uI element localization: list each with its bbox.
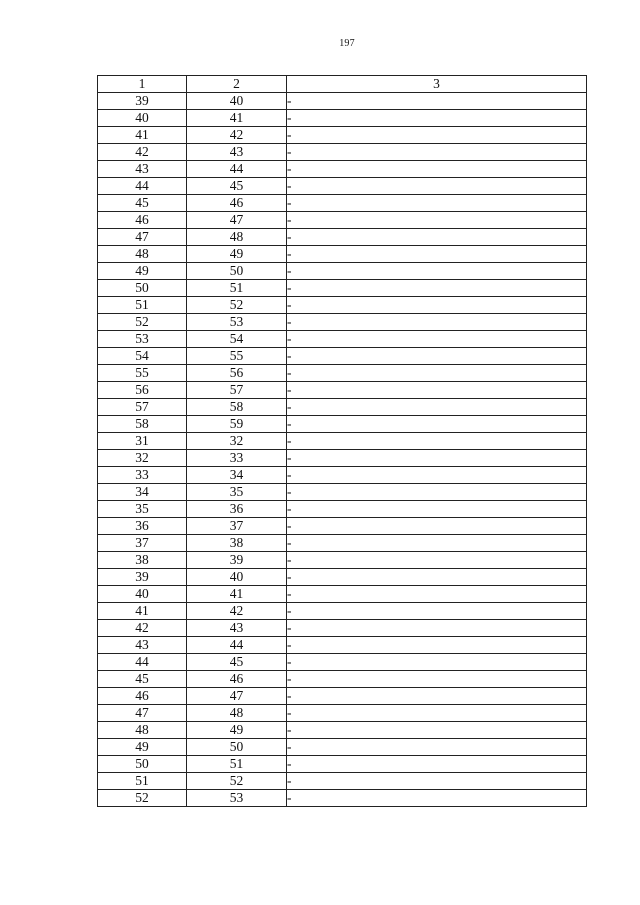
cell-col-2: 52 [187, 297, 287, 314]
cell-col-2: 47 [187, 212, 287, 229]
cell-col-3: - [287, 382, 587, 399]
table-row [98, 569, 587, 586]
cell-col-1: 42 [98, 620, 187, 637]
table-row [98, 722, 587, 739]
cell-col-2: 56 [187, 365, 287, 382]
cell-col-2: 44 [187, 637, 287, 654]
cell-col-1: 44 [98, 654, 187, 671]
table-row [98, 365, 587, 382]
cell-col-1: 40 [98, 586, 187, 603]
cell-col-1: 53 [98, 331, 187, 348]
cell-col-2: 42 [187, 603, 287, 620]
cell-col-1: 41 [98, 127, 187, 144]
table-row [98, 144, 587, 161]
table-row [98, 756, 587, 773]
cell-col-1: 37 [98, 535, 187, 552]
table-row [98, 127, 587, 144]
table-row [98, 671, 587, 688]
cell-col-3: - [287, 212, 587, 229]
cell-col-3: - [287, 280, 587, 297]
cell-col-1: 39 [98, 569, 187, 586]
cell-col-1: 43 [98, 637, 187, 654]
cell-col-1: 47 [98, 229, 187, 246]
cell-col-2: 51 [187, 756, 287, 773]
cell-col-1: 32 [98, 450, 187, 467]
table-row [98, 552, 587, 569]
cell-col-3: - [287, 161, 587, 178]
cell-col-1: 54 [98, 348, 187, 365]
column-header-3: 3 [287, 76, 587, 93]
cell-col-2: 32 [187, 433, 287, 450]
cell-col-2: 52 [187, 773, 287, 790]
table-row [98, 263, 587, 280]
cell-col-2: 40 [187, 569, 287, 586]
cell-col-3: - [287, 722, 587, 739]
cell-col-1: 50 [98, 280, 187, 297]
table-row [98, 450, 587, 467]
table-row [98, 195, 587, 212]
cell-col-1: 39 [98, 93, 187, 110]
cell-col-3: - [287, 637, 587, 654]
cell-col-2: 50 [187, 739, 287, 756]
cell-col-1: 42 [98, 144, 187, 161]
cell-col-1: 40 [98, 110, 187, 127]
table-row [98, 620, 587, 637]
table-row [98, 501, 587, 518]
table-row [98, 603, 587, 620]
cell-col-2: 42 [187, 127, 287, 144]
table-row [98, 467, 587, 484]
cell-col-3: - [287, 416, 587, 433]
cell-col-3: - [287, 671, 587, 688]
table-row [98, 654, 587, 671]
cell-col-3: - [287, 433, 587, 450]
page-number: 197 [339, 38, 355, 49]
header-row [98, 76, 587, 93]
cell-col-3: - [287, 263, 587, 280]
table-row [98, 382, 587, 399]
cell-col-2: 57 [187, 382, 287, 399]
table-row [98, 297, 587, 314]
cell-col-2: 41 [187, 110, 287, 127]
table-row [98, 348, 587, 365]
cell-col-1: 51 [98, 297, 187, 314]
cell-col-1: 49 [98, 263, 187, 280]
cell-col-3: - [287, 569, 587, 586]
cell-col-1: 31 [98, 433, 187, 450]
column-header-2: 2 [187, 76, 287, 93]
cell-col-1: 48 [98, 722, 187, 739]
cell-col-2: 53 [187, 790, 287, 807]
cell-col-2: 39 [187, 552, 287, 569]
table-row [98, 705, 587, 722]
table-row [98, 212, 587, 229]
cell-col-3: - [287, 178, 587, 195]
cell-col-1: 41 [98, 603, 187, 620]
table-row [98, 331, 587, 348]
cell-col-1: 55 [98, 365, 187, 382]
cell-col-3: - [287, 535, 587, 552]
table-row [98, 280, 587, 297]
cell-col-3: - [287, 756, 587, 773]
table-row [98, 399, 587, 416]
cell-col-1: 47 [98, 705, 187, 722]
cell-col-2: 38 [187, 535, 287, 552]
cell-col-1: 50 [98, 756, 187, 773]
cell-col-3: - [287, 195, 587, 212]
cell-col-2: 49 [187, 246, 287, 263]
table-row [98, 178, 587, 195]
cell-col-3: - [287, 348, 587, 365]
cell-col-3: - [287, 501, 587, 518]
cell-col-1: 46 [98, 212, 187, 229]
table-row [98, 535, 587, 552]
table-body [98, 93, 587, 807]
cell-col-1: 46 [98, 688, 187, 705]
cell-col-3: - [287, 297, 587, 314]
cell-col-2: 36 [187, 501, 287, 518]
table-row [98, 688, 587, 705]
table-row [98, 110, 587, 127]
cell-col-1: 45 [98, 671, 187, 688]
cell-col-1: 56 [98, 382, 187, 399]
cell-col-3: - [287, 229, 587, 246]
table-row [98, 314, 587, 331]
cell-col-3: - [287, 620, 587, 637]
cell-col-3: - [287, 467, 587, 484]
cell-col-1: 33 [98, 467, 187, 484]
cell-col-3: - [287, 450, 587, 467]
cell-col-2: 34 [187, 467, 287, 484]
cell-col-2: 35 [187, 484, 287, 501]
cell-col-1: 45 [98, 195, 187, 212]
table-header [98, 76, 587, 93]
cell-col-2: 44 [187, 161, 287, 178]
table-row [98, 433, 587, 450]
cell-col-3: - [287, 93, 587, 110]
cell-col-3: - [287, 399, 587, 416]
cell-col-2: 50 [187, 263, 287, 280]
cell-col-2: 55 [187, 348, 287, 365]
cell-col-2: 47 [187, 688, 287, 705]
table-row [98, 518, 587, 535]
cell-col-3: - [287, 484, 587, 501]
cell-col-2: 58 [187, 399, 287, 416]
cell-col-3: - [287, 705, 587, 722]
table-row [98, 637, 587, 654]
table-row [98, 739, 587, 756]
cell-col-3: - [287, 552, 587, 569]
cell-col-2: 51 [187, 280, 287, 297]
cell-col-2: 48 [187, 229, 287, 246]
cell-col-1: 48 [98, 246, 187, 263]
cell-col-1: 44 [98, 178, 187, 195]
cell-col-3: - [287, 603, 587, 620]
cell-col-2: 45 [187, 178, 287, 195]
cell-col-2: 43 [187, 620, 287, 637]
cell-col-2: 53 [187, 314, 287, 331]
cell-col-2: 49 [187, 722, 287, 739]
table-row [98, 790, 587, 807]
cell-col-3: - [287, 790, 587, 807]
cell-col-3: - [287, 127, 587, 144]
column-header-1: 1 [98, 76, 187, 93]
cell-col-2: 43 [187, 144, 287, 161]
cell-col-1: 36 [98, 518, 187, 535]
cell-col-2: 37 [187, 518, 287, 535]
cell-col-1: 57 [98, 399, 187, 416]
cell-col-1: 43 [98, 161, 187, 178]
cell-col-1: 58 [98, 416, 187, 433]
cell-col-3: - [287, 518, 587, 535]
cell-col-1: 35 [98, 501, 187, 518]
cell-col-3: - [287, 586, 587, 603]
cell-col-3: - [287, 773, 587, 790]
table-row [98, 586, 587, 603]
table-row [98, 246, 587, 263]
cell-col-1: 49 [98, 739, 187, 756]
table-row [98, 229, 587, 246]
cell-col-1: 52 [98, 790, 187, 807]
table-row [98, 93, 587, 110]
cell-col-2: 59 [187, 416, 287, 433]
cell-col-3: - [287, 246, 587, 263]
cell-col-3: - [287, 688, 587, 705]
cell-col-2: 48 [187, 705, 287, 722]
cell-col-3: - [287, 314, 587, 331]
cell-col-1: 51 [98, 773, 187, 790]
cell-col-2: 46 [187, 195, 287, 212]
cell-col-3: - [287, 654, 587, 671]
cell-col-3: - [287, 739, 587, 756]
cell-col-3: - [287, 144, 587, 161]
cell-col-3: - [287, 365, 587, 382]
cell-col-3: - [287, 331, 587, 348]
cell-col-2: 33 [187, 450, 287, 467]
table-row [98, 773, 587, 790]
cell-col-1: 52 [98, 314, 187, 331]
table-row [98, 161, 587, 178]
cell-col-2: 40 [187, 93, 287, 110]
table-row [98, 416, 587, 433]
cell-col-3: - [287, 110, 587, 127]
data-table [97, 75, 587, 807]
cell-col-2: 45 [187, 654, 287, 671]
cell-col-2: 41 [187, 586, 287, 603]
cell-col-1: 34 [98, 484, 187, 501]
cell-col-1: 38 [98, 552, 187, 569]
cell-col-2: 54 [187, 331, 287, 348]
cell-col-2: 46 [187, 671, 287, 688]
table-row [98, 484, 587, 501]
